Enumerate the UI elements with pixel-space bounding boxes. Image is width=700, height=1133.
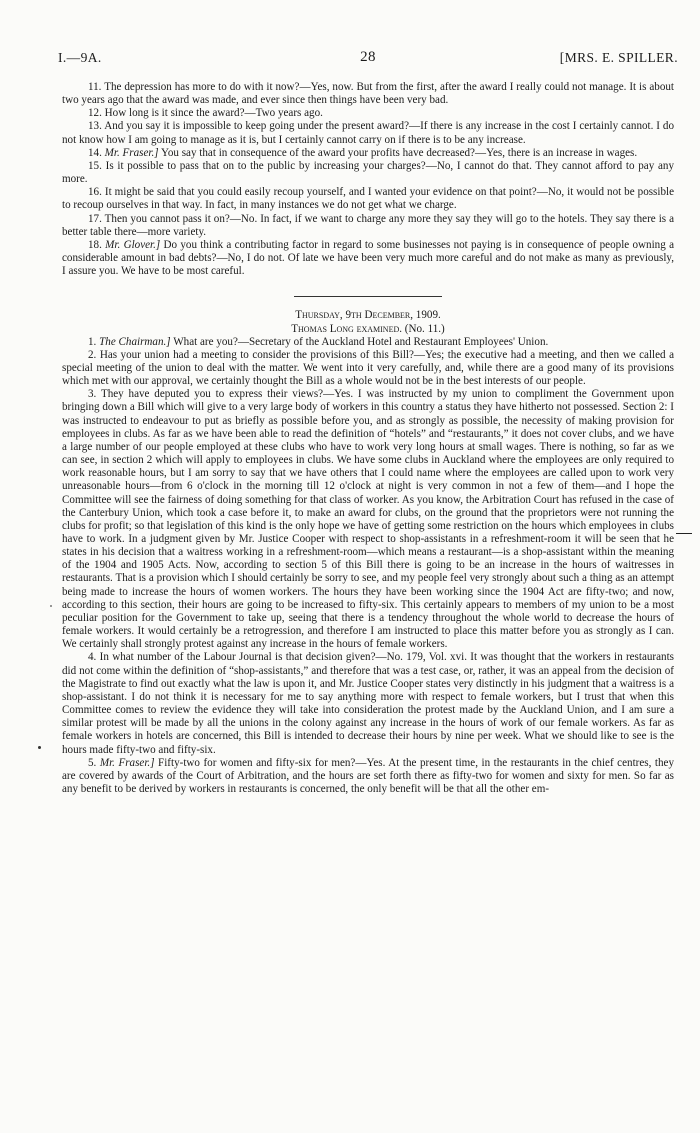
question-paragraph: 4. In what number of the Labour Journal is that decision given?—No. 179, Vol. xvi. It was thought that the workers in restaurants did not come within the definition of “shop-assistants,” and therefore that was a test case, or, rather, it was an appeal from the decision of the Magistrate to find out exactly what the law is upon it, and Mr. Justice Cooper states very distinctly in his judgment that a waitress is a shop-assistant. I do not think it is necessary for me to say anything more with respect to female workers, but I trust that when this Committee comes to review the evidence they will take into consideration the protest made by the Auckland Union, and I am sure a similar protest will be made by all the unions in the colony against any increase in the hours of work of our female workers. As far as female workers in hotels are concerned, this Bill is intended to decrease their hours by nine per week. What we should like to see is the hours made fifty-two and fifty-six. (62, 651, 674, 756)
page-header (58, 50, 678, 68)
witness-name: [MRS. E. SPILLER. (559, 50, 678, 65)
question-paragraph: 14. Mr. Fraser.] You say that in consequence of the award your profits have decreased?—Yes, there is an increase in wages. (88, 146, 638, 159)
question-paragraph: 1. The Chairman.] What are you?—Secretary of the Auckland Hotel and Restaurant Employees' Union. (88, 335, 549, 348)
question-paragraph: 5. Mr. Fraser.] Fifty-two for women and fifty-six for men?—Yes. At the present time, in the restaurants in the chief centres, they are covered by awards of the Court of Arbitration, and the hours are set forth there as fifty-two for women and sixty for men. So far as any benefit to be derived by workers in restaurants is concerned, the only benefit will be that all the other em- (62, 756, 674, 795)
question-paragraph: 18. Mr. Glover.] Do you think a contributing factor in regard to some businesses not paying is in consequence of people owning a considerable amount in bad debts?—No, I do not. Of late we have been very much more careful and do not make as many as previously, I assure you. We have to be most careful. (62, 238, 674, 278)
page-number: 28 (360, 49, 376, 65)
paper-reference: I.—9A. (58, 50, 102, 65)
question-paragraph: 17. Then you cannot pass it on?—No. In fact, if we want to charge any more they say they will go to the hotels. They say there is a better table there—more variety. (62, 212, 674, 238)
question-paragraph: 2. Has your union had a meeting to consider the provisions of this Bill?—Yes; the executive had a meeting, and then we called a special meeting of the union to deal with the matter. We went into it very carefully, and, while there are a good many of its provisions which met with our approval, we certainly thought the Bill as a whole would not be in the best interests of our people. (62, 348, 674, 388)
section-divider (294, 296, 442, 297)
question-paragraph: 11. The depression has more to do with it now?—Yes, now. But from the first, after the award I really could not manage. It is about two years ago that the award was made, and ever since then things have been very bad. (62, 81, 674, 107)
question-paragraph: 16. It might be said that you could easily recoup yourself, and I wanted your evidence on that point?—No, it would not be possible to recoup ourselves in that way. In fact, in many instances we do not get what we charge. (62, 186, 675, 212)
session-witness: Thomas Long examined. (No. 11.) (291, 322, 445, 335)
margin-mark (676, 533, 692, 534)
question-paragraph: 12. How long is it since the award?—Two years ago. (88, 107, 323, 120)
document-body (62, 81, 674, 796)
question-paragraph: 13. And you say it is impossible to keep going under the present award?—If there is any increase in the cost I certainly cannot. I do not know how I am going to manage as it is, but I certainly cannot carry on if there is to be any increase. (62, 120, 674, 146)
question-paragraph: 3. They have deputed you to express their views?—Yes. I was instructed by my union to compliment the Government upon bringing down a Bill which will give to a very large body of workers in this country a status they have hitherto not possessed. Section 2: I was instructed to endeavour to put as briefly as possible before you, and as strongly as possible, the necessity of making provision for employees in clubs. As far as we have been able to read the definition of “hotels” and “restaurants,” it does not cover clubs, and we have a large number of our people employed at these clubs who have to work very long hours at small wages. There is nothing, so far as we can see, in section 2 which will apply to employees in clubs. We have some clubs in Auckland where the employees are only required to work reasonable hours, but I am sorry to say that we have others that I could name where the employees are called upon to work very unreasonable hours—from 6 o'clock in the morning till 12 o'clock at night is very common in not a few of them—and I hope the Committee will see the fairness of doing something for that class of worker. As you know, the Arbitration Court has refused in the case of the Canterbury Union, which took a case before it, to make an award for clubs, on the ground that the proprietors were not running the clubs for profit; so that legislation of this kind is the only hope we have of getting some restriction on the hours which employees in clubs have to work. In a judgment given by Mr. Justice Cooper with respect to shop-assistants in a refreshment-room it will be seen that he states in his decision that a waitress working in a refreshment-room—which means a restaurant—is a shop-assistant within the meaning of the 1904 and 1905 Acts. Now, according to section 5 of this Bill there is going to be an increase in the hours of waitresses in restaurants. That is a provision which I should certainly be sorry to see, and my people feel very strongly about such a thing as an attempt being made to increase the hours of women workers. The hours they have been working since the 1904 Act are fifty-two; and now, according to this section, their hours are going to be increased to fifty-six. This certainly appears to members of my union to be a most peculiar position for the Government to take up, seeing that there is a tendency throughout the whole world to decrease the hours of female workers. It would certainly be a retrogression, and therefore I am instructed to place this matter before you as strongly as I can. We certainly shall strongly protest against any increase in the hours of female workers. (62, 388, 674, 651)
margin-speck (50, 605, 52, 607)
session-date: Thursday, 9th December, 1909. (295, 309, 441, 322)
question-paragraph: 15. Is it possible to pass that on to the public by increasing your charges?—No, I cannot do that. They cannot afford to pay any more. (62, 159, 674, 186)
margin-speck (38, 746, 41, 749)
